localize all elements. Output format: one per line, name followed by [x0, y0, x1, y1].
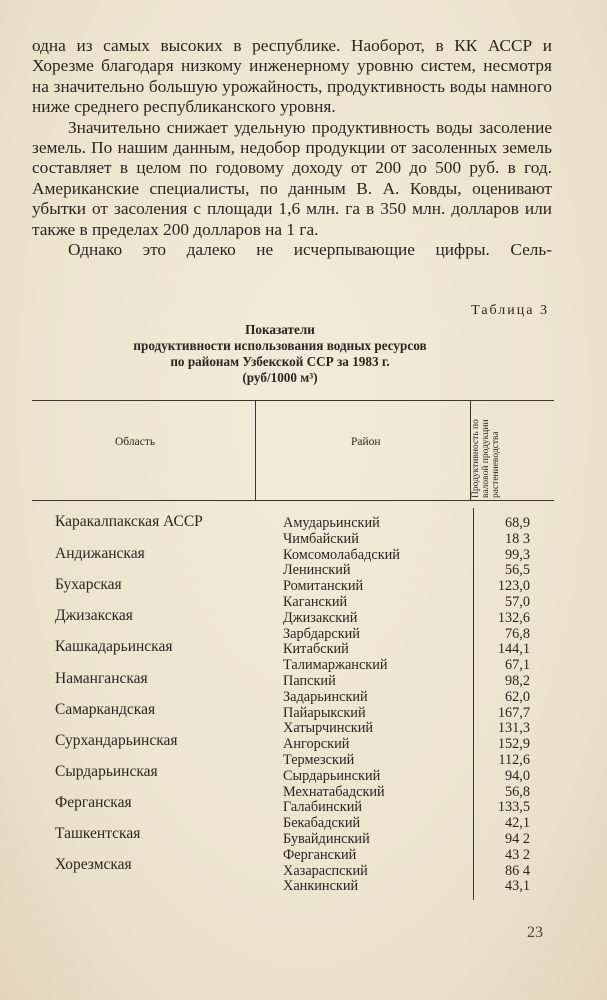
value-cell: 94 2 [504, 831, 530, 847]
region-row: Бухарская [55, 576, 122, 593]
value-cell: 123,0 [497, 578, 530, 595]
region-row: Джизакская [55, 607, 133, 624]
value-column-rule [473, 508, 474, 900]
value-cell: 112,6 [498, 752, 530, 768]
value-cell: 67,1 [504, 657, 530, 674]
district-row: Комсомолабадский [283, 546, 400, 563]
value-cell: 94,0 [504, 767, 530, 784]
body-text [32, 36, 552, 260]
paragraph-2: Значительно снижает удельную продуктивность воды засоление земель. По нашим данным, недобор продукции от засоленных земель составляет в целом по годовому доходу от 200 до 500 руб. в год. Американские специалисты, по данным В. А. Ковды, оценивают убытки от засоления с площади 1,6 млн. га в 350 млн. долларов или также в пределах 200 долларов на 1 га. [32, 117, 552, 239]
value-cell: 68,9 [504, 515, 530, 531]
column-header-productivity: Продуктивность по валовой продукции растениеводства [471, 419, 501, 498]
district-row: Бекабадский [283, 815, 361, 832]
district-row: Термезский [283, 752, 355, 768]
value-cell: 56,5 [504, 562, 530, 579]
district-row: Хатырчинский [283, 720, 374, 737]
region-row: Самаркандская [55, 701, 156, 718]
value-cell: 42,1 [504, 815, 530, 832]
district-row: Амударьинский [283, 515, 380, 531]
value-cell: 152,9 [497, 736, 530, 753]
region-row: Хорезмская [55, 856, 132, 873]
value-cell: 18 3 [504, 530, 530, 547]
value-cell: 43 2 [504, 846, 530, 863]
table-header-rule [32, 500, 554, 501]
district-row: Китабский [283, 641, 349, 658]
district-row: Ленинский [283, 562, 351, 579]
district-row: Чимбайский [283, 530, 359, 547]
table-title-line-4: (руб/1000 м³) [242, 370, 318, 385]
table-label: Таблица 3 [471, 303, 549, 318]
district-row: Ангорский [283, 736, 350, 753]
table-title-line-2: продуктивности использования водных ресурсов [133, 338, 427, 353]
value-cell: 43,1 [504, 878, 530, 895]
region-row: Ташкентская [55, 825, 141, 842]
region-row: Каракалпакская АССР [55, 513, 203, 530]
value-cell: 167,7 [497, 704, 530, 721]
district-row: Ромитанский [283, 578, 364, 595]
paragraph-1: одна из самых высоких в республике. Наоборот, в КК АССР и Хорезме благодаря низкому инженерному уровню систем, несмотря на значительно большую урожайность, продуктивность воды намного ниже среднего республиканского уровня. [32, 36, 552, 117]
table-title-line-1: Показатели [245, 322, 315, 337]
district-row: Ферганский [283, 846, 357, 863]
column-header-district: Район [351, 436, 381, 448]
region-row: Сырдарьинская [55, 763, 158, 780]
table-title-line-3: по районам Узбекской ССР за 1983 г. [170, 354, 390, 369]
district-row: Сырдарьинский [283, 767, 381, 784]
district-row: Ханкинский [283, 878, 359, 895]
value-cell: 144,1 [497, 641, 530, 658]
district-row: Галабинский [283, 799, 363, 816]
district-row: Задарьинский [283, 688, 368, 705]
value-cell: 131,3 [497, 720, 530, 737]
value-cell: 133,5 [497, 799, 530, 816]
region-row: Андижанская [55, 545, 145, 562]
district-row: Бувайдинский [283, 831, 370, 847]
district-row: Папский [283, 673, 336, 689]
value-cell: 56,8 [504, 783, 530, 800]
value-cell: 86 4 [504, 862, 530, 879]
district-row: Хазараспский [283, 862, 368, 879]
value-cell: 99,3 [504, 546, 530, 563]
district-row: Мехнатабадский [283, 783, 385, 800]
table-top-rule [32, 400, 554, 401]
region-row: Наманганская [55, 670, 148, 687]
district-row: Джизакский [283, 609, 358, 626]
value-cell: 57,0 [504, 594, 530, 610]
region-row: Ферганская [55, 794, 132, 811]
column-header-region: Область [115, 436, 156, 448]
value-cell: 76,8 [504, 625, 530, 642]
page-number: 23 [527, 924, 543, 941]
district-row: Зарбдарский [283, 625, 360, 642]
region-row: Сурхандарьинская [55, 732, 178, 749]
table-title [60, 322, 500, 386]
district-row: Каганский [283, 594, 348, 610]
district-row: Талимаржанский [283, 657, 388, 674]
paragraph-3: Однако это далеко не исчерпывающие цифры. Сель- [68, 240, 552, 260]
district-row: Пайарыкский [283, 704, 366, 721]
value-cell: 62,0 [504, 688, 530, 705]
header-divider-1 [255, 400, 256, 500]
region-row: Кашкадарьинская [55, 638, 173, 655]
value-cell: 98,2 [504, 673, 530, 689]
value-cell: 132,6 [497, 609, 530, 626]
